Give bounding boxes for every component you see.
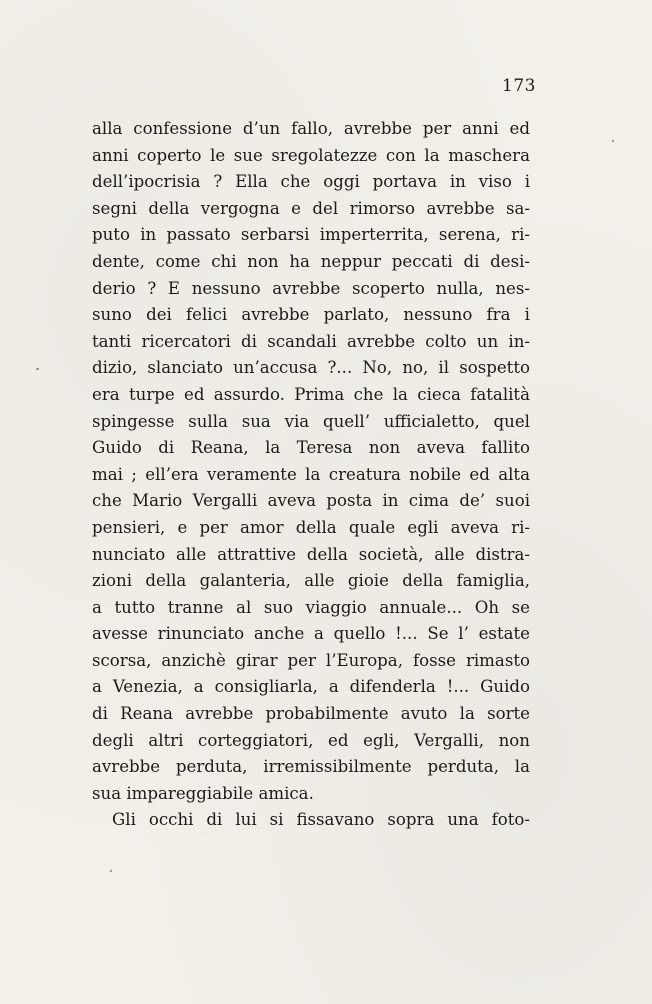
text-line: segni della vergogna e del rimorso avrebbe sa- (92, 198, 530, 218)
text-line: puto in passato serbarsi imperterrita, serena, ri- (92, 225, 530, 245)
text-line: suno dei felici avrebbe parlato, nessuno fra i (92, 305, 530, 325)
text-line: spingesse sulla sua via quell’ ufficialetto, quel (92, 411, 530, 431)
text-line: avrebbe perduta, irremissibilmente perduta, la (92, 757, 530, 777)
text-line: dente, come chi non ha neppur peccati di desi- (92, 251, 530, 271)
text-line: nunciato alle attrattive della società, alle distra- (92, 544, 530, 564)
paper-speck (110, 870, 112, 872)
text-line: dizio, slanciato un’accusa ?... No, no, il sospetto (92, 358, 530, 378)
text-line: era turpe ed assurdo. Prima che la cieca fatalità (92, 384, 530, 404)
text-line: derio ? E nessuno avrebbe scoperto nulla, nes- (92, 278, 530, 298)
text-line: tanti ricercatori di scandali avrebbe colto un in- (92, 331, 530, 351)
text-line: a Venezia, a consigliarla, a difenderla !... Guido (92, 677, 530, 697)
text-line: che Mario Vergalli aveva posta in cima de’ suoi (92, 491, 530, 511)
text-line: avesse rinunciato anche a quello !... Se l’ estate (92, 624, 530, 644)
text-line: mai ; ell’era veramente la creatura nobile ed alta (92, 464, 530, 484)
paper-speck (612, 140, 614, 142)
text-line: pensieri, e per amor della quale egli aveva ri- (92, 517, 530, 537)
text-line: di Reana avrebbe probabilmente avuto la sorte (92, 704, 530, 724)
text-line: degli altri corteggiatori, ed egli, Vergalli, non (92, 730, 530, 750)
text-line: Guido di Reana, la Teresa non aveva fallito (92, 438, 530, 458)
body-text (92, 116, 530, 834)
text-line: alla confessione d’un fallo, avrebbe per anni ed (92, 119, 530, 138)
page-number: 173 (502, 76, 536, 96)
text-line: zioni della galanteria, alle gioie della famiglia, (92, 571, 530, 591)
text-line: Gli occhi di lui si fissavano sopra una foto- (112, 810, 530, 830)
text-line: scorsa, anzichè girar per l’Europa, fosse rimasto (92, 650, 530, 670)
text-line: a tutto tranne al suo viaggio annuale... Oh se (92, 597, 530, 617)
text-line: dell’ipocrisia ? Ella che oggi portava in viso i (92, 172, 530, 192)
text-line: anni coperto le sue sregolatezze con la maschera (92, 145, 530, 165)
text-line: sua impareggiabile amica. (92, 783, 314, 803)
paper-speck (36, 367, 40, 370)
